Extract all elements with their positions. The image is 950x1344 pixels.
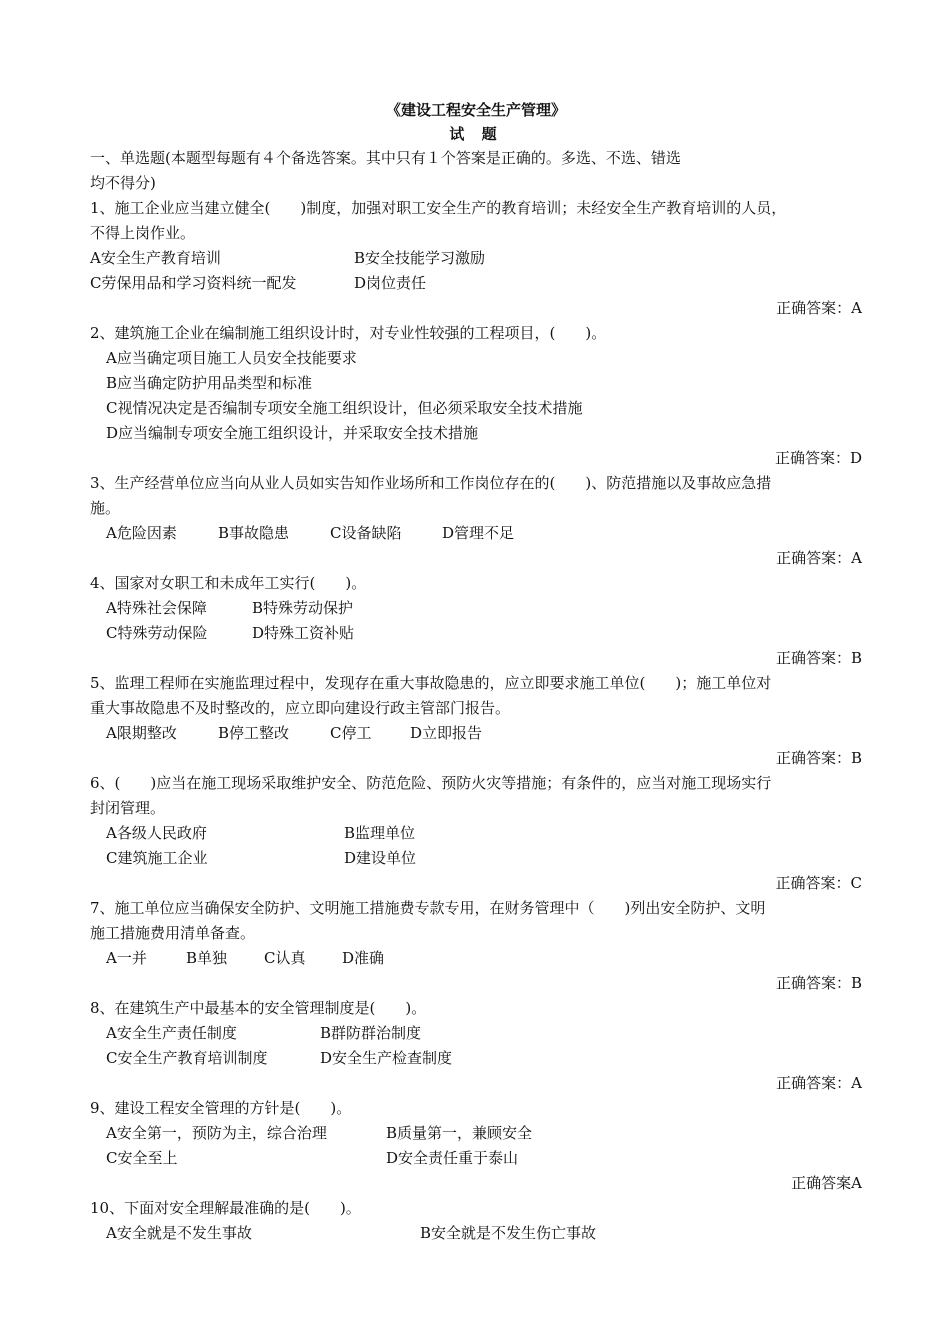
q8-option-d: D安全生产检查制度 bbox=[320, 1049, 453, 1067]
q9-option-a: A安全第一，预防为主，综合治理 bbox=[106, 1124, 327, 1142]
q3-option-d: D管理不足 bbox=[442, 524, 515, 542]
question-2-answer: 正确答案：D bbox=[774, 449, 862, 467]
q6-option-a: A各级人民政府 bbox=[106, 824, 207, 842]
question-1-text-cont: 不得上岗作业。 bbox=[90, 224, 196, 242]
q5-option-c: C停工 bbox=[330, 724, 372, 742]
q7-option-d: D准确 bbox=[342, 949, 385, 967]
q4-option-a: A特殊社会保障 bbox=[106, 599, 207, 617]
question-5-text: 5、监理工程师在实施监理过程中，发现存在重大事故隐患的，应立即要求施工单位( )；施工单位对 bbox=[90, 674, 772, 692]
q9-option-c: C安全至上 bbox=[106, 1149, 178, 1167]
question-5-options bbox=[90, 721, 862, 746]
q7-option-c: C认真 bbox=[264, 949, 306, 967]
question-3-answer: 正确答案：A bbox=[776, 549, 862, 567]
question-6-options-row1 bbox=[90, 821, 862, 846]
section-intro: 一、单选题(本题型每题有４个备选答案。其中只有１个答案是正确的。多选、不选、错选 bbox=[90, 149, 681, 167]
q4-option-b: B特殊劳动保护 bbox=[252, 599, 354, 617]
question-5-answer: 正确答案：B bbox=[775, 749, 862, 767]
q8-option-c: C安全生产教育培训制度 bbox=[106, 1049, 268, 1067]
q7-option-b: B单独 bbox=[186, 949, 228, 967]
q1-option-d: D岗位责任 bbox=[354, 274, 427, 292]
question-7-text-cont: 施工措施费用清单备查。 bbox=[90, 924, 256, 942]
q2-option-b: B应当确定防护用品类型和标准 bbox=[106, 374, 313, 392]
q9-option-b: B质量第一，兼顾安全 bbox=[386, 1124, 533, 1142]
q6-option-b: B监理单位 bbox=[344, 824, 416, 842]
question-4-answer: 正确答案：B bbox=[775, 649, 862, 667]
q6-option-d: D建设单位 bbox=[344, 849, 417, 867]
question-8-options-row1 bbox=[90, 1021, 862, 1046]
q2-option-c: C视情况决定是否编制专项安全施工组织设计，但必须采取安全技术措施 bbox=[106, 399, 583, 417]
q2-option-a: A应当确定项目施工人员安全技能要求 bbox=[106, 349, 357, 367]
question-10-text: 10、下面对安全理解最准确的是( )。 bbox=[90, 1199, 361, 1217]
q5-option-a: A限期整改 bbox=[106, 724, 177, 742]
q10-option-a: A安全就是不发生事故 bbox=[106, 1224, 252, 1242]
section-intro-cont: 均不得分) bbox=[90, 174, 156, 192]
question-10-options-row1 bbox=[90, 1221, 862, 1246]
q1-option-b: B安全技能学习激励 bbox=[354, 249, 486, 267]
q10-option-b: B安全就是不发生伤亡事故 bbox=[420, 1224, 597, 1242]
question-9-text: 9、建设工程安全管理的方针是( )。 bbox=[90, 1099, 352, 1117]
question-8-options-row2 bbox=[90, 1046, 862, 1071]
question-5-text-cont: 重大事故隐患不及时整改的，应立即向建设行政主管部门报告。 bbox=[90, 699, 511, 717]
question-3-text-cont: 施。 bbox=[90, 499, 121, 517]
q3-option-a: A危险因素 bbox=[106, 524, 177, 542]
document-subtitle: 试 题 bbox=[449, 125, 503, 143]
question-3-text: 3、生产经营单位应当向从业人员如实告知作业场所和工作岗位存在的( )、防范措施以及事故应急措 bbox=[90, 474, 772, 492]
q9-option-d: D安全责任重于泰山 bbox=[386, 1149, 519, 1167]
question-9-options-row2 bbox=[90, 1146, 862, 1171]
q5-option-d: D立即报告 bbox=[410, 724, 483, 742]
question-4-options-row2 bbox=[90, 621, 862, 646]
question-7-text: 7、施工单位应当确保安全防护、文明施工措施费专款专用，在财务管理中（ )列出安全防护、文明 bbox=[90, 899, 766, 917]
question-1-text: 1、施工企业应当建立健全( )制度，加强对职工安全生产的教育培训；未经安全生产教育培训的人员， bbox=[90, 199, 787, 217]
q4-option-d: D特殊工资补贴 bbox=[252, 624, 355, 642]
question-3-options bbox=[90, 521, 862, 546]
question-7-answer: 正确答案：B bbox=[775, 974, 862, 992]
question-7-options bbox=[90, 946, 862, 971]
question-6-text: 6、( )应当在施工现场采取维护安全、防范危险、预防火灾等措施；有条件的，应当对施工现场实行 bbox=[90, 774, 772, 792]
q8-option-a: A安全生产责任制度 bbox=[106, 1024, 237, 1042]
q1-option-c: C劳保用品和学习资料统一配发 bbox=[90, 274, 297, 292]
q1-option-a: A安全生产教育培训 bbox=[90, 249, 221, 267]
q3-option-b: B事故隐患 bbox=[218, 524, 290, 542]
q4-option-c: C特殊劳动保险 bbox=[106, 624, 208, 642]
q8-option-b: B群防群治制度 bbox=[320, 1024, 422, 1042]
q3-option-c: C设备缺陷 bbox=[330, 524, 402, 542]
q2-option-d: D应当编制专项安全施工组织设计，并采取安全技术措施 bbox=[106, 424, 479, 442]
question-8-answer: 正确答案：A bbox=[776, 1074, 862, 1092]
question-6-answer: 正确答案：C bbox=[775, 874, 862, 892]
question-9-options-row1 bbox=[90, 1121, 862, 1146]
question-1-answer: 正确答案：A bbox=[776, 299, 862, 317]
question-8-text: 8、在建筑生产中最基本的安全管理制度是( )。 bbox=[90, 999, 427, 1017]
question-1-options-row2 bbox=[90, 271, 862, 296]
question-4-text: 4、国家对女职工和未成年工实行( )。 bbox=[90, 574, 367, 592]
question-6-text-cont: 封闭管理。 bbox=[90, 799, 166, 817]
question-4-options-row1 bbox=[90, 596, 862, 621]
question-2-text: 2、建筑施工企业在编制施工组织设计时，对专业性较强的工程项目，( )。 bbox=[90, 324, 607, 342]
q7-option-a: A一并 bbox=[106, 949, 147, 967]
document-page bbox=[90, 98, 862, 1246]
q5-option-b: B停工整改 bbox=[218, 724, 290, 742]
question-9-answer: 正确答案A bbox=[791, 1174, 862, 1192]
q6-option-c: C建筑施工企业 bbox=[106, 849, 208, 867]
question-1-options-row1 bbox=[90, 246, 862, 271]
question-6-options-row2 bbox=[90, 846, 862, 871]
document-title: 《建设工程安全生产管理》 bbox=[385, 101, 566, 119]
